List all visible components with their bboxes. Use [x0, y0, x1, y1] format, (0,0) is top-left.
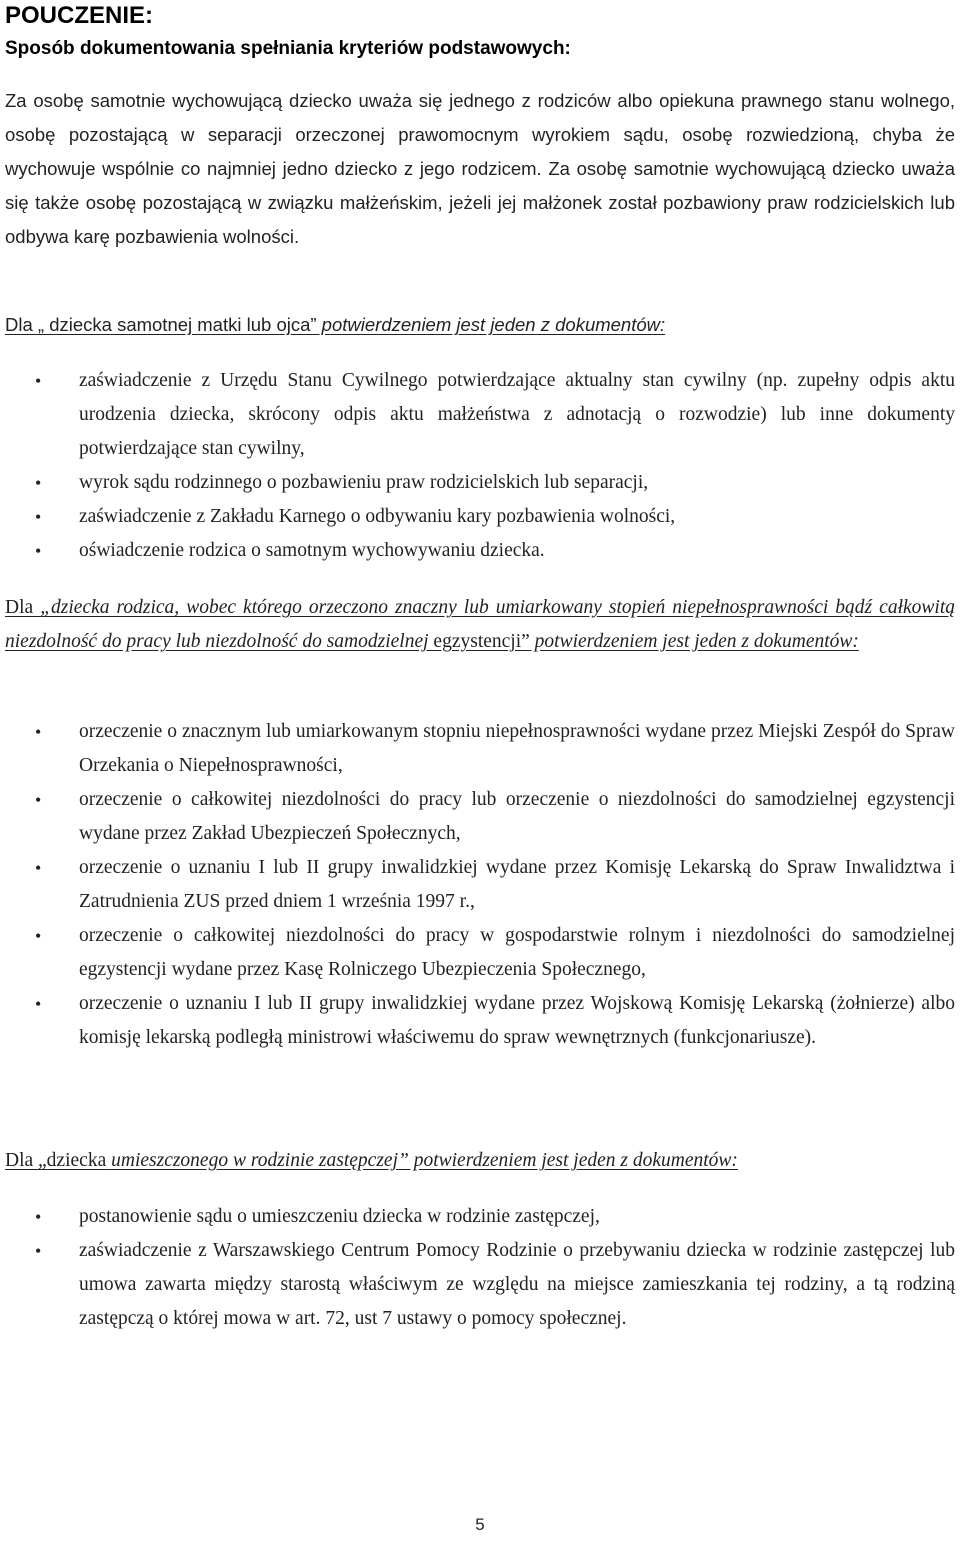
section2-heading-plain: Dla [5, 597, 41, 618]
bullet-icon: • [35, 541, 42, 561]
bullet-icon: • [35, 926, 42, 946]
list-item: • zaświadczenie z Zakładu Karnego o odbywaniu kary pozbawienia wolności, [5, 500, 955, 534]
section2-heading-italic2: potwierdzeniem jest jeden z dokumentów: [529, 631, 859, 652]
list-item: • zaświadczenie z Urzędu Stanu Cywilnego potwierdzające aktualny stan cywilny (np. zupełny odpis aktu urodzenia dziecka, skrócony odpis aktu małżeństwa z adnotacją o rozwodzie) lub inne dokumenty potwierdzające stan cywilny, [5, 364, 955, 466]
section2-heading-italic: „dziecka rodzica, wobec którego orzeczono znaczny lub umiarkowany stopień niepełnosprawności bądź całkowitą niezdolność do pracy lub niezdolność do samodzielnej [5, 597, 955, 652]
section2-heading [5, 591, 955, 659]
section3-heading-plain: Dla „dziecka [5, 1150, 107, 1171]
section1-heading-italic: potwierdzeniem jest jeden z dokumentów: [316, 314, 666, 335]
page-number: 5 [475, 1515, 485, 1534]
section2-heading-plain2: egzystencji” [428, 631, 530, 652]
section1-heading [5, 308, 955, 342]
section2-list [5, 715, 955, 1055]
section3-list [5, 1200, 955, 1336]
bullet-icon: • [35, 1241, 42, 1261]
list-item: • orzeczenie o znacznym lub umiarkowanym stopniu niepełnosprawności wydane przez Miejski Zespół do Spraw Orzekania o Niepełnosprawności, [5, 715, 955, 783]
list-item: • zaświadczenie z Warszawskiego Centrum Pomocy Rodzinie o przebywaniu dziecka w rodzinie zastępczej lub umowa zawarta między starostą właściwym ze względu na miejsce zamieszkania tej rodziny, a tą rodziną zastępczą o której mowa w art. 72, ust 7 ustawy o pomocy społecznej. [5, 1234, 955, 1336]
section1-heading-plain: Dla „ dziecka samotnej matki lub ojca” [5, 314, 317, 335]
list-item: • orzeczenie o uznaniu I lub II grupy inwalidzkiej wydane przez Wojskową Komisję Lekarską (żołnierze) albo komisję lekarską podległą ministrowi właściwemu do spraw wewnętrznych (funkcjonariusze). [5, 987, 955, 1055]
bullet-icon: • [35, 507, 42, 527]
bullet-icon: • [35, 994, 42, 1014]
list-item: • wyrok sądu rodzinnego o pozbawieniu praw rodzicielskich lub separacji, [5, 466, 955, 500]
bullet-icon: • [35, 473, 42, 493]
bullet-icon: • [35, 722, 42, 742]
intro-paragraph: Za osobę samotnie wychowującą dziecko uważa się jednego z rodziców albo opiekuna prawnego stanu wolnego, osobę pozostającą w separacji orzeczonej prawomocnym wyrokiem sądu, osobę rozwiedzioną, chyba że wychowuje wspólnie co najmniej jedno dziecko z jego rodzicem. Za osobę samotnie wychowującą dziecko uważa się także osobę pozostającą w związku małżeńskim, jeżeli jej małżonek został pozbawiony praw rodzicielskich lub odbywa karę pozbawienia wolności. [5, 90, 955, 247]
bullet-icon: • [35, 790, 42, 810]
section1-list [5, 364, 955, 568]
bullet-icon: • [35, 1207, 42, 1227]
page-subtitle: Sposób dokumentowania spełniania kryteriów podstawowych: [5, 38, 571, 59]
bullet-icon: • [35, 858, 42, 878]
section3-heading [5, 1144, 955, 1178]
list-item: • postanowienie sądu o umieszczeniu dziecka w rodzinie zastępczej, [5, 1200, 955, 1234]
bullet-icon: • [35, 371, 42, 391]
list-item: • orzeczenie o całkowitej niezdolności do pracy w gospodarstwie rolnym i niezdolności do samodzielnej egzystencji wydane przez Kasę Rolniczego Ubezpieczenia Społecznego, [5, 919, 955, 987]
list-item: • orzeczenie o uznaniu I lub II grupy inwalidzkiej wydane przez Komisję Lekarską do Spraw Inwalidztwa i Zatrudnienia ZUS przed dniem 1 września 1997 r., [5, 851, 955, 919]
page-title: POUCZENIE: [5, 2, 154, 29]
section3-heading-italic: umieszczonego w rodzinie zastępczej” potwierdzeniem jest jeden z dokumentów: [106, 1150, 738, 1171]
list-item: • orzeczenie o całkowitej niezdolności do pracy lub orzeczenie o niezdolności do samodzielnej egzystencji wydane przez Zakład Ubezpieczeń Społecznych, [5, 783, 955, 851]
list-item: • oświadczenie rodzica o samotnym wychowywaniu dziecka. [5, 534, 955, 568]
